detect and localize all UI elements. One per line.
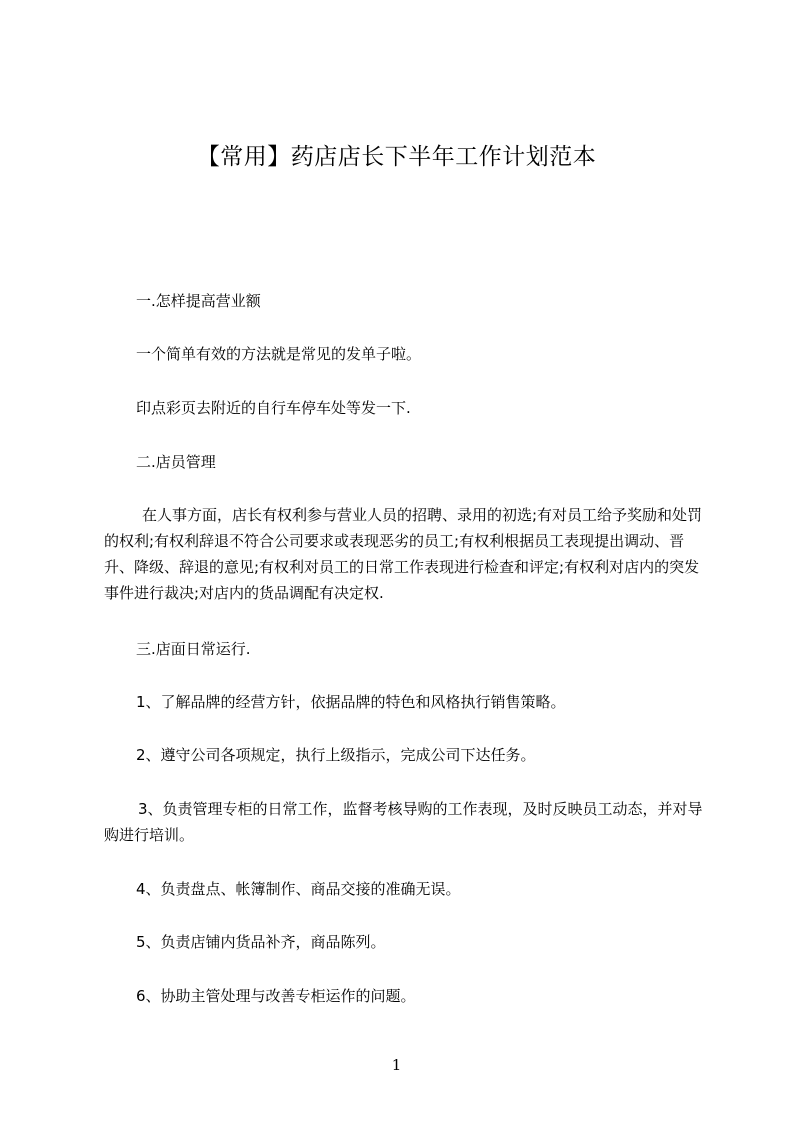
paragraph: 一个简单有效的方法就是常见的发单子啦。 xyxy=(136,345,422,363)
list-item: 1、了解品牌的经营方针，依据品牌的特色和风格执行销售策略。 xyxy=(136,693,566,711)
page-number: 1 xyxy=(391,1056,402,1074)
document-title: 【常用】药店店长下半年工作计划范本 xyxy=(196,144,597,170)
list-item: 4、负责盘点、帐簿制作、商品交接的准确无误。 xyxy=(136,880,461,898)
paragraph: 印点彩页去附近的自行车停车处等发一下. xyxy=(136,399,411,417)
list-item: 3、负责管理专柜的日常工作，监督考核导购的工作表现，及时反映员工动态，并对导购进行培训。 xyxy=(104,800,703,844)
list-item: 5、负责店铺内货品补齐，商品陈列。 xyxy=(136,933,386,951)
list-item: 2、遵守公司各项规定，执行上级指示，完成公司下达任务。 xyxy=(136,746,536,764)
section-heading-3: 三.店面日常运行. xyxy=(136,640,251,658)
paragraph: 在人事方面，店长有权利参与营业人员的招聘、录用的初选;有对员工给予奖励和处罚的权利;有权利辞退不符合公司要求或表现恶劣的员工;有权利根据员工表现提出调动、晋升、降级、辞退的意见;有权利对员工的日常工作表现进行检查和评定;有权利对店内的突发事件进行裁决;对店内的货品调配有决定权. xyxy=(104,506,703,602)
list-item: 6、协助主管处理与改善专柜运作的问题。 xyxy=(136,987,416,1005)
section-heading-1: 一.怎样提高营业额 xyxy=(136,292,261,310)
section-heading-2: 二.店员管理 xyxy=(136,453,216,471)
